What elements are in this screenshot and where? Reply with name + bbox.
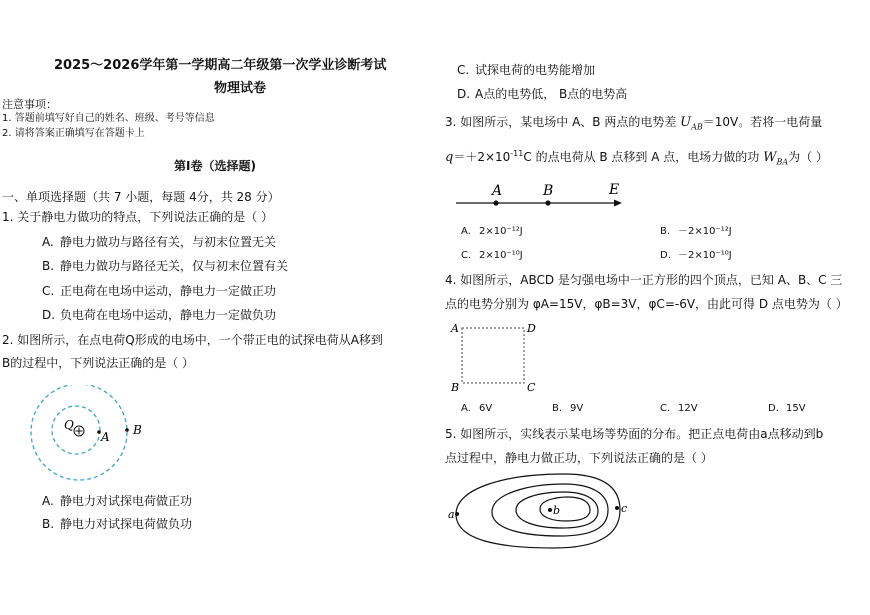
q2-option-a: A. 静电力对试探电荷做正功 xyxy=(42,494,193,508)
label-b: B xyxy=(543,183,554,199)
point-c-dot xyxy=(615,506,619,510)
label-a: A xyxy=(451,322,459,335)
q3-option-a: A. 2×10⁻¹²J xyxy=(461,226,523,237)
label-b: B xyxy=(451,381,460,394)
equipotential-line-inner xyxy=(540,497,590,521)
exam-subtitle: 物理试卷 xyxy=(214,81,267,96)
q4-option-a: A. 6V xyxy=(461,403,493,414)
point-b-dot xyxy=(125,428,129,432)
label-c: C xyxy=(527,381,536,394)
point-b-dot xyxy=(545,200,550,205)
q4-option-c: C. 12V xyxy=(660,403,698,414)
q1-option-c: C. 正电荷在电场中运动，静电力一定做正功 xyxy=(42,284,277,298)
q3-option-c: C. 2×10⁻¹⁰J xyxy=(461,250,523,261)
q1-option-b: B. 静电力做功与路径无关，仅与初末位置有关 xyxy=(42,259,289,273)
label-b: b xyxy=(553,504,561,517)
point-a-dot xyxy=(455,512,459,516)
q2-point-charge-figure xyxy=(28,385,158,485)
q3-option-b: B. －2×10⁻¹²J xyxy=(660,226,732,237)
q2-option-b: B. 静电力对试探电荷做负功 xyxy=(42,517,193,531)
dashed-square xyxy=(462,328,524,383)
notice-item: 2. 请将答案正确填写在答题卡上 xyxy=(2,128,145,139)
arrow-right-icon xyxy=(614,200,622,207)
q4-option-d: D. 15V xyxy=(768,403,806,414)
q2-option-d: D. A点的电势低， B点的电势高 xyxy=(457,87,628,101)
point-b-dot xyxy=(548,508,552,512)
label-e: E xyxy=(609,182,620,198)
q3-stem-line2: $q=+2\times 10^{-11}C$ 的点电荷从 B 点移到 A 点，电场力做的功 $W_{BA}$为（ ） xyxy=(445,149,828,167)
notice-title: 注意事项： xyxy=(2,98,57,111)
label-c: c xyxy=(621,502,628,515)
q3-field-line-figure xyxy=(454,178,634,213)
q4-stem-line1: 4. 如图所示，ABCD 是匀强电场中一正方形的四个顶点，已知 A、B、C 三 xyxy=(445,273,843,287)
label-d: D xyxy=(527,322,536,335)
label-a: A xyxy=(492,183,503,199)
label-a: a xyxy=(448,508,455,521)
q5-equipotential-figure xyxy=(446,470,636,555)
q2-option-c: C. 试探电荷的电势能增加 xyxy=(457,63,596,77)
q1-option-d: D. 负电荷在电场中运动，静电力一定做负功 xyxy=(42,308,277,322)
q4-stem-line2: 点的电势分别为 φA=15V，φB=3V，φC=-6V，由此可得 D 点电势为（ ） xyxy=(445,297,848,311)
point-a-dot xyxy=(493,200,498,205)
label-b: B xyxy=(133,423,142,437)
q4-option-b: B. 9V xyxy=(552,403,584,414)
notice-item: 1. 答题前填写好自己的姓名、班级、考号等信息 xyxy=(2,113,215,124)
q5-stem-line2: 点过程中，静电力做正功，下列说法正确的是（ ） xyxy=(445,451,713,465)
label-q: Q xyxy=(64,418,74,432)
exam-title: 2025～2026学年第一学期高二年级第一次学业诊断考试 xyxy=(54,58,387,73)
label-a: A xyxy=(101,430,110,444)
q5-stem-line1: 5. 如图所示，实线表示某电场等势面的分布。把正点电荷由a点移动到b xyxy=(445,427,824,441)
q1-stem: 1. 关于静电力做功的特点，下列说法正确的是（ ） xyxy=(2,210,274,224)
section-title: 一、单项选择题（共 7 小题，每题 4分，共 28 分） xyxy=(2,190,280,204)
q2-stem-line2: B的过程中，下列说法正确的是（ ） xyxy=(2,356,195,370)
q3-option-d: D. －2×10⁻¹⁰J xyxy=(660,250,732,261)
part-title: 第Ⅰ卷（选择题) xyxy=(174,159,256,173)
q2-stem-line1: 2. 如图所示，在点电荷Q形成的电场中，一个带正电的试探电荷从A移到 xyxy=(2,333,383,347)
q1-option-a: A. 静电力做功与路径有关，与初末位置无关 xyxy=(42,235,277,249)
q4-square-figure xyxy=(448,318,548,396)
q3-stem-line1: 3. 如图所示，某电场中 A、B 两点的电势差 $U_{AB}=10V$。若将一电荷量 xyxy=(445,115,823,132)
